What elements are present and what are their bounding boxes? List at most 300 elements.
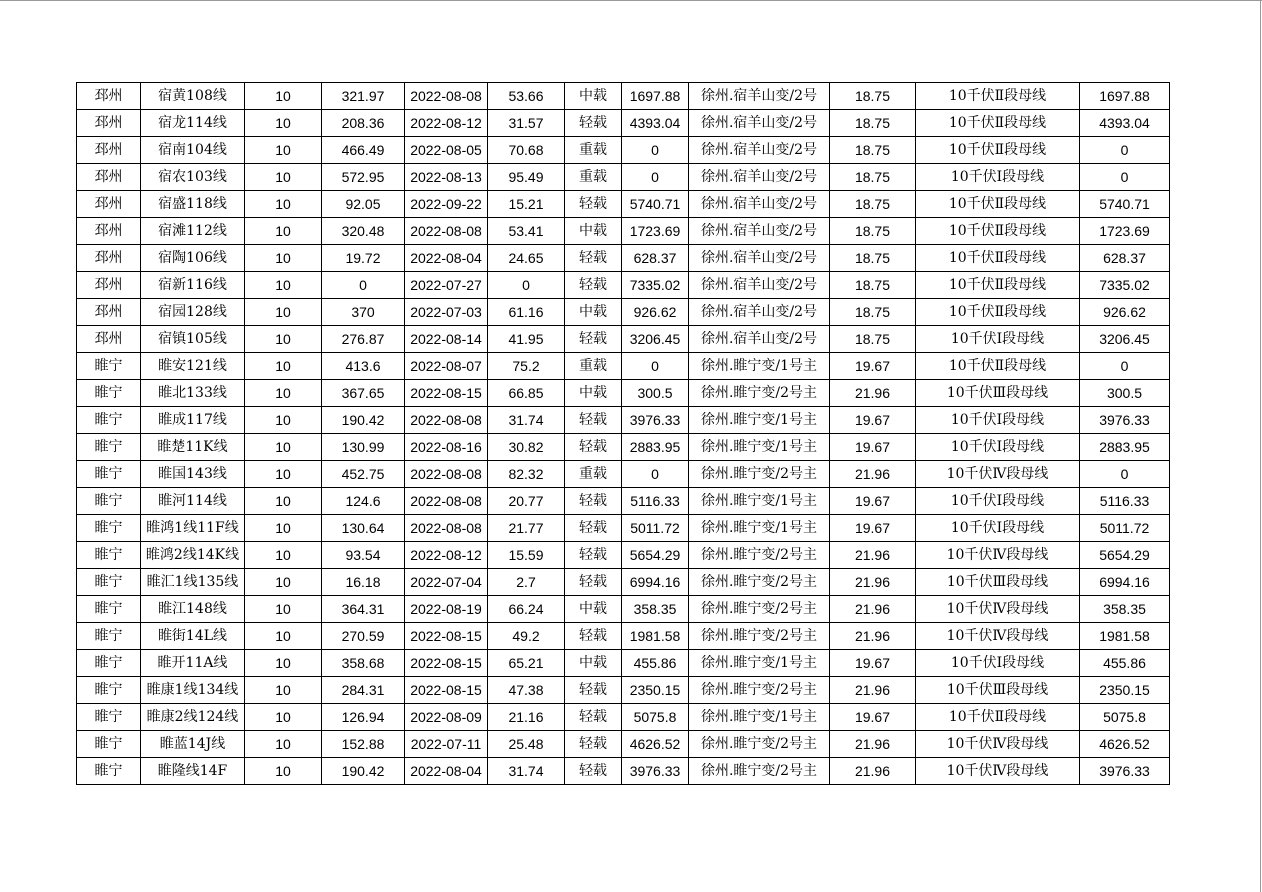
date-cell: 2022-08-08: [405, 407, 488, 434]
available-cell: 5116.33: [1080, 488, 1170, 515]
load-cell: 321.97: [322, 83, 405, 110]
transformer-cell: 徐州.宿羊山变/2号: [689, 272, 830, 299]
transformer-cell: 徐州.睢宁变/1号主: [689, 650, 830, 677]
transformer-cell: 徐州.睢宁变/2号主: [689, 677, 830, 704]
available-cell: 4626.52: [1080, 731, 1170, 758]
line-name-cell: 睢蓝14J线: [141, 731, 245, 758]
available-cell: 6994.16: [1080, 569, 1170, 596]
date-cell: 2022-08-15: [405, 677, 488, 704]
margin-cell: 300.5: [622, 380, 689, 407]
margin-cell: 0: [622, 164, 689, 191]
margin-cell: 4393.04: [622, 110, 689, 137]
transformer-cell: 徐州.宿羊山变/2号: [689, 191, 830, 218]
load-status-cell: 轻载: [565, 191, 622, 218]
transformer-cell: 徐州.宿羊山变/2号: [689, 326, 830, 353]
margin-cell: 1697.88: [622, 83, 689, 110]
load-status-cell: 中载: [565, 380, 622, 407]
load-status-cell: 轻载: [565, 434, 622, 461]
load-cell: 413.6: [322, 353, 405, 380]
capacity-cell: 18.75: [830, 272, 916, 299]
transformer-cell: 徐州.睢宁变/2号主: [689, 623, 830, 650]
available-cell: 3206.45: [1080, 326, 1170, 353]
region-cell: 睢宁: [77, 623, 141, 650]
margin-cell: 628.37: [622, 245, 689, 272]
voltage-cell: 10: [245, 542, 322, 569]
capacity-cell: 18.75: [830, 191, 916, 218]
load-rate-cell: 82.32: [488, 461, 565, 488]
load-status-cell: 轻载: [565, 515, 622, 542]
margin-cell: 1723.69: [622, 218, 689, 245]
capacity-cell: 19.67: [830, 704, 916, 731]
margin-cell: 455.86: [622, 650, 689, 677]
line-name-cell: 睢安121线: [141, 353, 245, 380]
load-rate-cell: 0: [488, 272, 565, 299]
transformer-cell: 徐州.睢宁变/1号主: [689, 488, 830, 515]
load-rate-cell: 95.49: [488, 164, 565, 191]
region-cell: 邳州: [77, 110, 141, 137]
margin-cell: 7335.02: [622, 272, 689, 299]
load-status-cell: 轻载: [565, 623, 622, 650]
transformer-cell: 徐州.睢宁变/2号主: [689, 596, 830, 623]
load-rate-cell: 70.68: [488, 137, 565, 164]
load-status-cell: 重载: [565, 353, 622, 380]
available-cell: 0: [1080, 164, 1170, 191]
voltage-cell: 10: [245, 191, 322, 218]
transformer-cell: 徐州.睢宁变/1号主: [689, 353, 830, 380]
line-name-cell: 睢成117线: [141, 407, 245, 434]
date-cell: 2022-08-09: [405, 704, 488, 731]
line-name-cell: 宿镇105线: [141, 326, 245, 353]
region-cell: 睢宁: [77, 542, 141, 569]
transformer-cell: 徐州.睢宁变/2号主: [689, 542, 830, 569]
busbar-cell: 10千伏Ⅱ段母线: [916, 272, 1080, 299]
busbar-cell: 10千伏Ⅰ段母线: [916, 434, 1080, 461]
load-cell: 572.95: [322, 164, 405, 191]
load-status-cell: 中载: [565, 299, 622, 326]
table-row: [77, 569, 1170, 596]
load-cell: 370: [322, 299, 405, 326]
voltage-cell: 10: [245, 245, 322, 272]
load-cell: 19.72: [322, 245, 405, 272]
available-cell: 5654.29: [1080, 542, 1170, 569]
region-cell: 睢宁: [77, 488, 141, 515]
margin-cell: 5011.72: [622, 515, 689, 542]
date-cell: 2022-08-04: [405, 245, 488, 272]
available-cell: 455.86: [1080, 650, 1170, 677]
load-cell: 126.94: [322, 704, 405, 731]
load-rate-cell: 31.57: [488, 110, 565, 137]
capacity-cell: 18.75: [830, 326, 916, 353]
region-cell: 睢宁: [77, 434, 141, 461]
table-row: [77, 731, 1170, 758]
busbar-cell: 10千伏Ⅱ段母线: [916, 137, 1080, 164]
line-name-cell: 睢隆线14F: [141, 758, 245, 785]
region-cell: 邳州: [77, 191, 141, 218]
transformer-cell: 徐州.睢宁变/2号主: [689, 569, 830, 596]
capacity-cell: 18.75: [830, 137, 916, 164]
margin-cell: 5075.8: [622, 704, 689, 731]
transformer-cell: 徐州.睢宁变/2号主: [689, 380, 830, 407]
load-status-cell: 重载: [565, 461, 622, 488]
busbar-cell: 10千伏Ⅳ段母线: [916, 731, 1080, 758]
page-right-border: [1260, 0, 1261, 892]
table-body: [77, 83, 1170, 785]
load-cell: 124.6: [322, 488, 405, 515]
transformer-cell: 徐州.宿羊山变/2号: [689, 299, 830, 326]
date-cell: 2022-08-08: [405, 218, 488, 245]
voltage-cell: 10: [245, 299, 322, 326]
voltage-cell: 10: [245, 326, 322, 353]
load-status-cell: 轻载: [565, 245, 622, 272]
load-cell: 358.68: [322, 650, 405, 677]
margin-cell: 0: [622, 353, 689, 380]
date-cell: 2022-08-16: [405, 434, 488, 461]
busbar-cell: 10千伏Ⅱ段母线: [916, 218, 1080, 245]
available-cell: 926.62: [1080, 299, 1170, 326]
date-cell: 2022-08-13: [405, 164, 488, 191]
busbar-cell: 10千伏Ⅰ段母线: [916, 407, 1080, 434]
capacity-cell: 21.96: [830, 461, 916, 488]
date-cell: 2022-08-14: [405, 326, 488, 353]
table-row: [77, 272, 1170, 299]
table-row: [77, 704, 1170, 731]
capacity-cell: 21.96: [830, 623, 916, 650]
available-cell: 0: [1080, 461, 1170, 488]
capacity-cell: 21.96: [830, 677, 916, 704]
line-name-cell: 睢康2线124线: [141, 704, 245, 731]
voltage-cell: 10: [245, 623, 322, 650]
available-cell: 3976.33: [1080, 758, 1170, 785]
load-cell: 190.42: [322, 758, 405, 785]
transformer-cell: 徐州.宿羊山变/2号: [689, 245, 830, 272]
available-cell: 0: [1080, 137, 1170, 164]
available-cell: 1723.69: [1080, 218, 1170, 245]
margin-cell: 2883.95: [622, 434, 689, 461]
table-row: [77, 299, 1170, 326]
load-cell: 130.99: [322, 434, 405, 461]
capacity-cell: 21.96: [830, 596, 916, 623]
capacity-cell: 19.67: [830, 407, 916, 434]
line-name-cell: 宿农103线: [141, 164, 245, 191]
table-row: [77, 596, 1170, 623]
voltage-cell: 10: [245, 353, 322, 380]
load-rate-cell: 21.77: [488, 515, 565, 542]
load-status-cell: 轻载: [565, 569, 622, 596]
load-cell: 0: [322, 272, 405, 299]
table-row: [77, 515, 1170, 542]
load-cell: 276.87: [322, 326, 405, 353]
voltage-cell: 10: [245, 110, 322, 137]
table-row: [77, 218, 1170, 245]
load-rate-cell: 49.2: [488, 623, 565, 650]
line-name-cell: 睢北133线: [141, 380, 245, 407]
busbar-cell: 10千伏Ⅰ段母线: [916, 650, 1080, 677]
date-cell: 2022-09-22: [405, 191, 488, 218]
voltage-cell: 10: [245, 488, 322, 515]
voltage-cell: 10: [245, 677, 322, 704]
margin-cell: 3976.33: [622, 758, 689, 785]
transformer-cell: 徐州.宿羊山变/2号: [689, 218, 830, 245]
voltage-cell: 10: [245, 434, 322, 461]
capacity-cell: 18.75: [830, 164, 916, 191]
voltage-cell: 10: [245, 596, 322, 623]
busbar-cell: 10千伏Ⅰ段母线: [916, 488, 1080, 515]
region-cell: 睢宁: [77, 353, 141, 380]
load-status-cell: 重载: [565, 137, 622, 164]
table-row: [77, 380, 1170, 407]
load-cell: 284.31: [322, 677, 405, 704]
busbar-cell: 10千伏Ⅳ段母线: [916, 461, 1080, 488]
load-rate-cell: 75.2: [488, 353, 565, 380]
margin-cell: 926.62: [622, 299, 689, 326]
region-cell: 邳州: [77, 245, 141, 272]
load-status-cell: 轻载: [565, 542, 622, 569]
busbar-cell: 10千伏Ⅲ段母线: [916, 677, 1080, 704]
capacity-cell: 21.96: [830, 758, 916, 785]
capacity-cell: 19.67: [830, 353, 916, 380]
voltage-cell: 10: [245, 515, 322, 542]
date-cell: 2022-08-15: [405, 380, 488, 407]
table-row: [77, 326, 1170, 353]
table-row: [77, 542, 1170, 569]
transformer-cell: 徐州.睢宁变/1号主: [689, 434, 830, 461]
capacity-cell: 21.96: [830, 380, 916, 407]
region-cell: 邳州: [77, 326, 141, 353]
busbar-cell: 10千伏Ⅱ段母线: [916, 110, 1080, 137]
load-status-cell: 中载: [565, 650, 622, 677]
date-cell: 2022-08-19: [405, 596, 488, 623]
date-cell: 2022-08-15: [405, 650, 488, 677]
line-name-cell: 宿新116线: [141, 272, 245, 299]
load-status-cell: 轻载: [565, 677, 622, 704]
region-cell: 邳州: [77, 272, 141, 299]
available-cell: 7335.02: [1080, 272, 1170, 299]
transformer-cell: 徐州.睢宁变/1号主: [689, 515, 830, 542]
transformer-cell: 徐州.宿羊山变/2号: [689, 137, 830, 164]
table-row: [77, 137, 1170, 164]
load-cell: 320.48: [322, 218, 405, 245]
region-cell: 睢宁: [77, 461, 141, 488]
voltage-cell: 10: [245, 218, 322, 245]
capacity-cell: 21.96: [830, 542, 916, 569]
available-cell: 5011.72: [1080, 515, 1170, 542]
region-cell: 睢宁: [77, 677, 141, 704]
region-cell: 睢宁: [77, 380, 141, 407]
date-cell: 2022-08-08: [405, 515, 488, 542]
line-name-cell: 睢河114线: [141, 488, 245, 515]
line-name-cell: 睢鸿2线14K线: [141, 542, 245, 569]
table-row: [77, 245, 1170, 272]
margin-cell: 2350.15: [622, 677, 689, 704]
date-cell: 2022-08-12: [405, 542, 488, 569]
load-cell: 364.31: [322, 596, 405, 623]
line-name-cell: 宿龙114线: [141, 110, 245, 137]
voltage-cell: 10: [245, 569, 322, 596]
table-row: [77, 434, 1170, 461]
margin-cell: 1981.58: [622, 623, 689, 650]
capacity-cell: 18.75: [830, 110, 916, 137]
load-cell: 130.64: [322, 515, 405, 542]
line-name-cell: 宿盛118线: [141, 191, 245, 218]
region-cell: 邳州: [77, 299, 141, 326]
load-status-cell: 轻载: [565, 704, 622, 731]
voltage-cell: 10: [245, 731, 322, 758]
load-rate-cell: 20.77: [488, 488, 565, 515]
date-cell: 2022-08-08: [405, 488, 488, 515]
available-cell: 628.37: [1080, 245, 1170, 272]
voltage-cell: 10: [245, 704, 322, 731]
load-status-cell: 中载: [565, 218, 622, 245]
available-cell: 2883.95: [1080, 434, 1170, 461]
available-cell: 3976.33: [1080, 407, 1170, 434]
busbar-cell: 10千伏Ⅳ段母线: [916, 758, 1080, 785]
voltage-cell: 10: [245, 380, 322, 407]
busbar-cell: 10千伏Ⅱ段母线: [916, 704, 1080, 731]
busbar-cell: 10千伏Ⅱ段母线: [916, 191, 1080, 218]
margin-cell: 358.35: [622, 596, 689, 623]
load-rate-cell: 2.7: [488, 569, 565, 596]
margin-cell: 5654.29: [622, 542, 689, 569]
load-cell: 93.54: [322, 542, 405, 569]
line-name-cell: 睢开11A线: [141, 650, 245, 677]
region-cell: 邳州: [77, 137, 141, 164]
margin-cell: 6994.16: [622, 569, 689, 596]
voltage-cell: 10: [245, 83, 322, 110]
load-status-cell: 轻载: [565, 110, 622, 137]
capacity-cell: 19.67: [830, 515, 916, 542]
date-cell: 2022-08-08: [405, 83, 488, 110]
load-rate-cell: 66.24: [488, 596, 565, 623]
date-cell: 2022-08-05: [405, 137, 488, 164]
table-row: [77, 488, 1170, 515]
busbar-cell: 10千伏Ⅰ段母线: [916, 515, 1080, 542]
table-row: [77, 461, 1170, 488]
busbar-cell: 10千伏Ⅱ段母线: [916, 299, 1080, 326]
busbar-cell: 10千伏Ⅳ段母线: [916, 623, 1080, 650]
margin-cell: 5740.71: [622, 191, 689, 218]
load-cell: 152.88: [322, 731, 405, 758]
date-cell: 2022-08-12: [405, 110, 488, 137]
region-cell: 睢宁: [77, 704, 141, 731]
busbar-cell: 10千伏Ⅲ段母线: [916, 380, 1080, 407]
available-cell: 5740.71: [1080, 191, 1170, 218]
load-rate-cell: 15.59: [488, 542, 565, 569]
region-cell: 睢宁: [77, 731, 141, 758]
transformer-cell: 徐州.宿羊山变/2号: [689, 83, 830, 110]
voltage-cell: 10: [245, 164, 322, 191]
load-status-cell: 轻载: [565, 326, 622, 353]
load-cell: 452.75: [322, 461, 405, 488]
region-cell: 睢宁: [77, 596, 141, 623]
load-status-cell: 轻载: [565, 731, 622, 758]
load-rate-cell: 31.74: [488, 758, 565, 785]
load-rate-cell: 31.74: [488, 407, 565, 434]
voltage-cell: 10: [245, 272, 322, 299]
load-rate-cell: 65.21: [488, 650, 565, 677]
table-row: [77, 83, 1170, 110]
transformer-cell: 徐州.睢宁变/2号主: [689, 758, 830, 785]
load-status-cell: 轻载: [565, 407, 622, 434]
date-cell: 2022-07-03: [405, 299, 488, 326]
load-status-cell: 轻载: [565, 488, 622, 515]
date-cell: 2022-07-04: [405, 569, 488, 596]
load-status-cell: 中载: [565, 83, 622, 110]
margin-cell: 3976.33: [622, 407, 689, 434]
region-cell: 睢宁: [77, 515, 141, 542]
margin-cell: 4626.52: [622, 731, 689, 758]
capacity-cell: 19.67: [830, 650, 916, 677]
busbar-cell: 10千伏Ⅳ段母线: [916, 596, 1080, 623]
load-cell: 92.05: [322, 191, 405, 218]
line-name-cell: 宿滩112线: [141, 218, 245, 245]
transformer-cell: 徐州.睢宁变/2号主: [689, 461, 830, 488]
available-cell: 358.35: [1080, 596, 1170, 623]
load-rate-cell: 30.82: [488, 434, 565, 461]
line-name-cell: 睢鸿1线11F线: [141, 515, 245, 542]
line-name-cell: 睢江148线: [141, 596, 245, 623]
line-name-cell: 睢康1线134线: [141, 677, 245, 704]
busbar-cell: 10千伏Ⅰ段母线: [916, 326, 1080, 353]
capacity-cell: 18.75: [830, 245, 916, 272]
table-row: [77, 353, 1170, 380]
load-status-cell: 轻载: [565, 272, 622, 299]
table-row: [77, 623, 1170, 650]
available-cell: 5075.8: [1080, 704, 1170, 731]
margin-cell: 3206.45: [622, 326, 689, 353]
line-name-cell: 宿黄108线: [141, 83, 245, 110]
busbar-cell: 10千伏Ⅱ段母线: [916, 245, 1080, 272]
region-cell: 睢宁: [77, 407, 141, 434]
load-cell: 367.65: [322, 380, 405, 407]
load-cell: 270.59: [322, 623, 405, 650]
margin-cell: 0: [622, 461, 689, 488]
load-rate-cell: 66.85: [488, 380, 565, 407]
line-name-cell: 宿园128线: [141, 299, 245, 326]
voltage-cell: 10: [245, 137, 322, 164]
load-cell: 190.42: [322, 407, 405, 434]
capacity-cell: 18.75: [830, 218, 916, 245]
line-name-cell: 宿陶106线: [141, 245, 245, 272]
available-cell: 4393.04: [1080, 110, 1170, 137]
load-status-cell: 轻载: [565, 758, 622, 785]
available-cell: 0: [1080, 353, 1170, 380]
voltage-cell: 10: [245, 758, 322, 785]
table-row: [77, 110, 1170, 137]
load-status-cell: 中载: [565, 596, 622, 623]
load-rate-cell: 47.38: [488, 677, 565, 704]
date-cell: 2022-08-08: [405, 461, 488, 488]
line-name-cell: 睢国143线: [141, 461, 245, 488]
table-row: [77, 758, 1170, 785]
capacity-cell: 18.75: [830, 83, 916, 110]
voltage-cell: 10: [245, 650, 322, 677]
line-name-cell: 睢楚11K线: [141, 434, 245, 461]
available-cell: 2350.15: [1080, 677, 1170, 704]
busbar-cell: 10千伏Ⅲ段母线: [916, 569, 1080, 596]
load-rate-cell: 24.65: [488, 245, 565, 272]
date-cell: 2022-08-07: [405, 353, 488, 380]
voltage-cell: 10: [245, 461, 322, 488]
busbar-cell: 10千伏Ⅱ段母线: [916, 353, 1080, 380]
available-cell: 1981.58: [1080, 623, 1170, 650]
available-cell: 300.5: [1080, 380, 1170, 407]
transformer-cell: 徐州.睢宁变/2号主: [689, 731, 830, 758]
capacity-cell: 21.96: [830, 569, 916, 596]
voltage-cell: 10: [245, 407, 322, 434]
feeder-load-table: [76, 82, 1170, 785]
table-row: [77, 191, 1170, 218]
margin-cell: 5116.33: [622, 488, 689, 515]
